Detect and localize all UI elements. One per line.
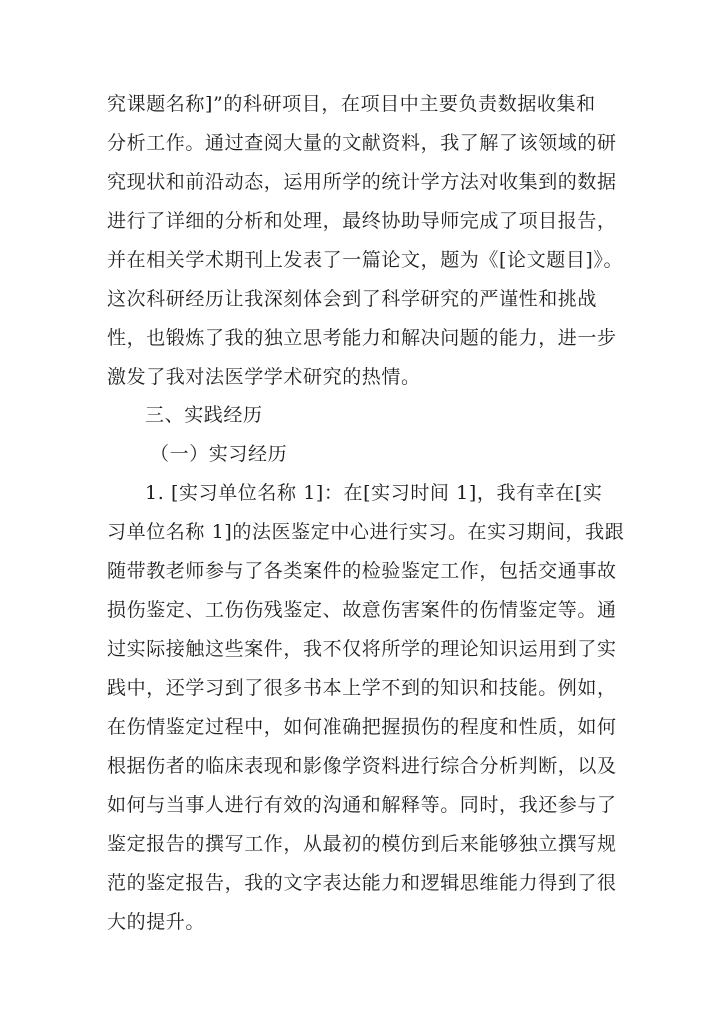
research-paragraph-line: 究课题名称]”的科研项目，在项目中主要负责数据收集和: [107, 93, 596, 115]
internship-paragraph-line: 根据伤者的临床表现和影像学资料进行综合分析判断，以及: [107, 755, 617, 777]
internship-paragraph-line: 习单位名称 1]的法医鉴定中心进行实习。在实习期间，我跟: [107, 521, 625, 543]
section-heading: 三、实践经历: [145, 404, 263, 426]
internship-paragraph-line: 范的鉴定报告，我的文字表达能力和逻辑思维能力得到了很: [107, 872, 617, 894]
research-paragraph-line: 并在相关学术期刊上发表了一篇论文，题为《[论文题目]》。: [107, 249, 624, 271]
internship-paragraph-line: 在伤情鉴定过程中，如何准确把握损伤的程度和性质，如何: [107, 716, 617, 738]
subsection-heading: （一）实习经历: [150, 443, 288, 465]
research-paragraph-line: 性，也锻炼了我的独立思考能力和解决问题的能力，进一步: [107, 327, 617, 349]
internship-paragraph-line: 鉴定报告的撰写工作，从最初的模仿到后来能够独立撰写规: [107, 833, 617, 855]
research-paragraph-line: 分析工作。通过查阅大量的文献资料，我了解了该领域的研: [107, 132, 617, 154]
internship-paragraph-line: 大的提升。: [107, 911, 206, 933]
research-paragraph-line: 究现状和前沿动态，运用所学的统计学方法对收集到的数据: [107, 171, 617, 193]
internship-paragraph-line: 随带教老师参与了各类案件的检验鉴定工作，包括交通事故: [107, 560, 617, 582]
internship-paragraph-line: 损伤鉴定、工伤伤残鉴定、故意伤害案件的伤情鉴定等。通: [107, 599, 617, 621]
internship-paragraph-line: 过实际接触这些案件，我不仅将所学的理论知识运用到了实: [107, 638, 617, 660]
internship-paragraph-line: 1. [实习单位名称 1]：在[实习时间 1]，我有幸在[实: [145, 482, 603, 504]
research-paragraph-line: 进行了详细的分析和处理，最终协助导师完成了项目报告，: [107, 210, 617, 232]
research-paragraph-line: 这次科研经历让我深刻体会到了科学研究的严谨性和挑战: [107, 288, 598, 310]
research-paragraph-line: 激发了我对法医学学术研究的热情。: [107, 366, 421, 388]
internship-paragraph-line: 如何与当事人进行有效的沟通和解释等。同时，我还参与了: [107, 794, 617, 816]
internship-paragraph-line: 践中，还学习到了很多书本上学不到的知识和技能。例如，: [107, 677, 617, 699]
